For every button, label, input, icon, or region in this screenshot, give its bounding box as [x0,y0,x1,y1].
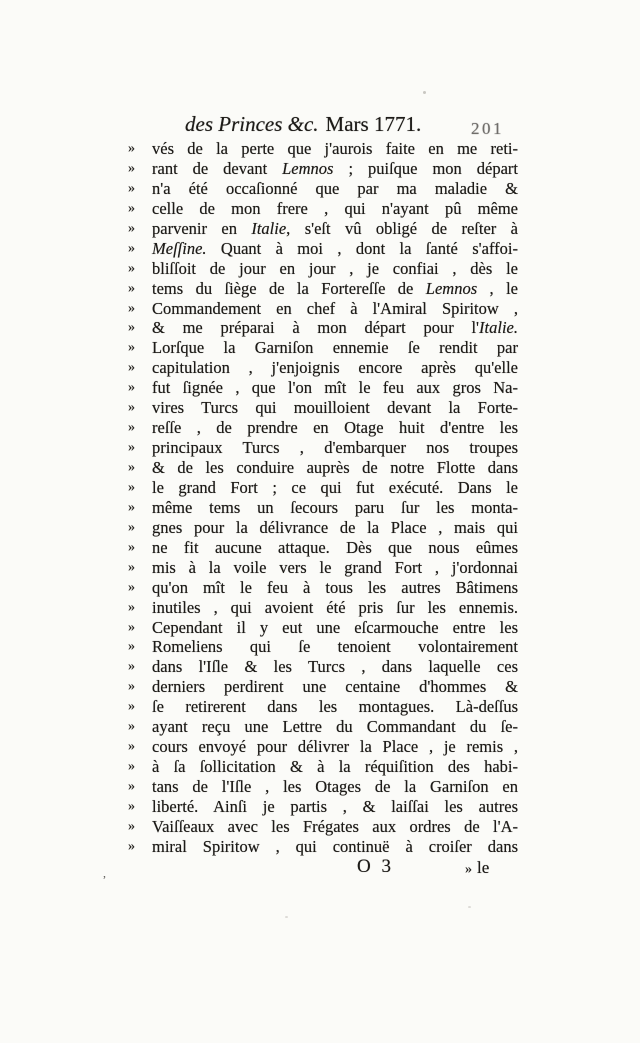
line-text: bliſſoit de jour en jour , je confiai , dès le [152,258,518,278]
line-text: rant de devant Lemnos ; puiſque mon départ [152,158,518,178]
page-footer [128,857,520,881]
text-line [128,259,518,279]
quote-mark: » [128,659,134,675]
line-text: à ſa ſollicitation & à la réquiſition des habi- [152,757,518,777]
line-text: dans l'Iſle & les Turcs , dans laquelle ces [152,657,518,677]
quote-mark: » [128,340,134,356]
text-line [128,797,518,817]
line-text: Commandement en chef à l'Amiral Spiritow , [152,298,518,318]
quote-mark: » [128,798,134,814]
text-line [128,358,518,378]
line-text: derniers perdirent une centaine d'hommes & [152,677,518,697]
text-line [128,518,518,538]
quote-mark: » [128,400,134,416]
line-text: miral Spiritow , qui continuë à croiſer dans [152,836,518,856]
running-title-italic: des Princes &c. [185,112,319,136]
quote-mark: » [128,539,134,555]
line-text: reſſe , de prendre en Otage huit d'entre les [152,418,518,438]
text-line [128,179,518,199]
text-line [128,817,518,837]
text-line [128,697,518,717]
text-line [128,777,518,797]
text-line [128,717,518,737]
line-text: Romeliens qui ſe tenoient volontairement [152,637,518,657]
quote-mark: » [128,300,134,316]
quote-mark: » [128,759,134,775]
quote-mark: » [128,719,134,735]
line-text: liberté. Ainſi je partis , & laiſſai les autres [152,796,518,816]
text-line [128,378,518,398]
quote-mark: » [128,160,134,176]
quote-mark: » [128,360,134,376]
quote-mark: » [128,240,134,256]
signature-mark: O 3 [357,856,391,877]
line-text: n'a été occaſionné que par ma maladie & [152,178,518,198]
catchword-quote-mark: » [465,862,471,877]
page-number: 201 [471,119,504,138]
text-line [128,318,518,338]
text-line [128,657,518,677]
line-text: ayant reçu une Lettre du Commandant du ſe- [152,717,518,737]
line-text: Lorſque la Garniſon ennemie ſe rendit par [152,338,518,358]
scan-speck: , [103,866,106,880]
line-text: fut ſignée , que l'on mît le feu aux gros Na- [152,378,518,398]
quote-mark: » [128,220,134,236]
text-line [128,538,518,558]
line-text: principaux Turcs , d'embarquer nos troupes [152,438,518,458]
line-text: le grand Fort ; ce qui fut exécuté. Dans le [152,477,518,497]
quote-mark: » [128,619,134,635]
line-text: inutiles , qui avoient été pris ſur les ennemis. [152,597,518,617]
line-text: qu'on mît le feu à tous les autres Bâtimens [152,577,518,597]
quote-mark: » [128,479,134,495]
text-line [128,598,518,618]
quote-mark: » [128,499,134,515]
page-header [128,112,520,140]
line-text: Cependant il y eut une eſcarmouche entre les [152,617,518,637]
line-text: tans de l'Iſle , les Otages de la Garniſon en [152,777,518,796]
text-line [128,677,518,697]
quote-mark: » [128,559,134,575]
quote-mark: » [128,141,134,156]
text-line [128,299,518,319]
line-text: & me préparai à mon départ pour l'Italie. [152,318,518,338]
catchword [465,858,489,880]
quote-mark: » [128,440,134,456]
text-line [128,637,518,657]
quote-mark: » [128,460,134,475]
text-line [128,458,518,478]
line-text: Vaiſſeaux avec les Frégates aux ordres de l'A- [152,816,518,836]
text-line [128,139,518,159]
text-line [128,478,518,498]
quote-mark: » [128,180,134,196]
text-line [128,159,518,179]
line-text: vires Turcs qui mouilloient devant la Forte- [152,398,518,418]
text-line [128,618,518,638]
quote-mark: » [128,579,134,595]
quote-mark: » [128,320,134,336]
line-text: & de les conduire auprès de notre Flotte dans [152,458,518,477]
running-title [185,112,421,136]
quote-mark: » [128,779,134,794]
text-line [128,438,518,458]
text-line [128,239,518,259]
line-text: capitulation , j'enjoignis encore après qu'elle [152,358,518,378]
text-line [128,418,518,438]
line-text: Meſſine. Quant à moi , dont la ſanté s'affoi- [152,238,518,258]
quote-mark: » [128,519,134,535]
line-text: cours envoyé pour délivrer la Place , je remis , [152,737,518,757]
quote-mark: » [128,818,134,834]
text-line [128,558,518,578]
quote-mark: » [128,699,134,715]
quote-mark: » [128,739,134,755]
scan-speck [285,916,288,918]
quote-mark: » [128,838,134,854]
text-line [128,199,518,219]
quote-mark: » [128,599,134,615]
text-line [128,219,518,239]
line-text: parvenir en Italie, s'eſt vû obligé de reſter à [152,218,518,238]
text-line [128,578,518,598]
quote-mark: » [128,639,134,655]
catchword-text: le [477,858,490,877]
line-text: même tems un ſecours paru ſur les monta- [152,497,518,517]
quote-mark: » [128,200,134,216]
text-line [128,279,518,299]
scan-speck [423,91,426,94]
quote-mark: » [128,679,134,695]
line-text: mis à la voile vers le grand Fort , j'ordonnai [152,557,518,577]
line-text: celle de mon frere , qui n'ayant pû même [152,198,518,218]
text-line [128,338,518,358]
body-text [128,139,518,857]
text-line [128,737,518,757]
text-line [128,398,518,418]
quote-mark: » [128,420,134,436]
scan-speck [468,906,471,908]
text-line [128,498,518,518]
line-text: ſe retirerent dans les montagues. Là-deſſus [152,697,518,717]
quote-mark: » [128,260,134,276]
text-line [128,837,518,857]
line-text: tems du ſiège de la Fortereſſe de Lemnos , le [152,278,518,298]
line-text: vés de la perte que j'aurois faite en me reti- [152,139,518,158]
quote-mark: » [128,280,134,296]
line-text: gnes pour la délivrance de la Place , mais qui [152,517,518,537]
running-title-date: Mars 1771. [325,112,422,136]
text-line [128,757,518,777]
quote-mark: » [128,380,134,396]
line-text: ne fit aucune attaque. Dès que nous eûmes [152,537,518,557]
